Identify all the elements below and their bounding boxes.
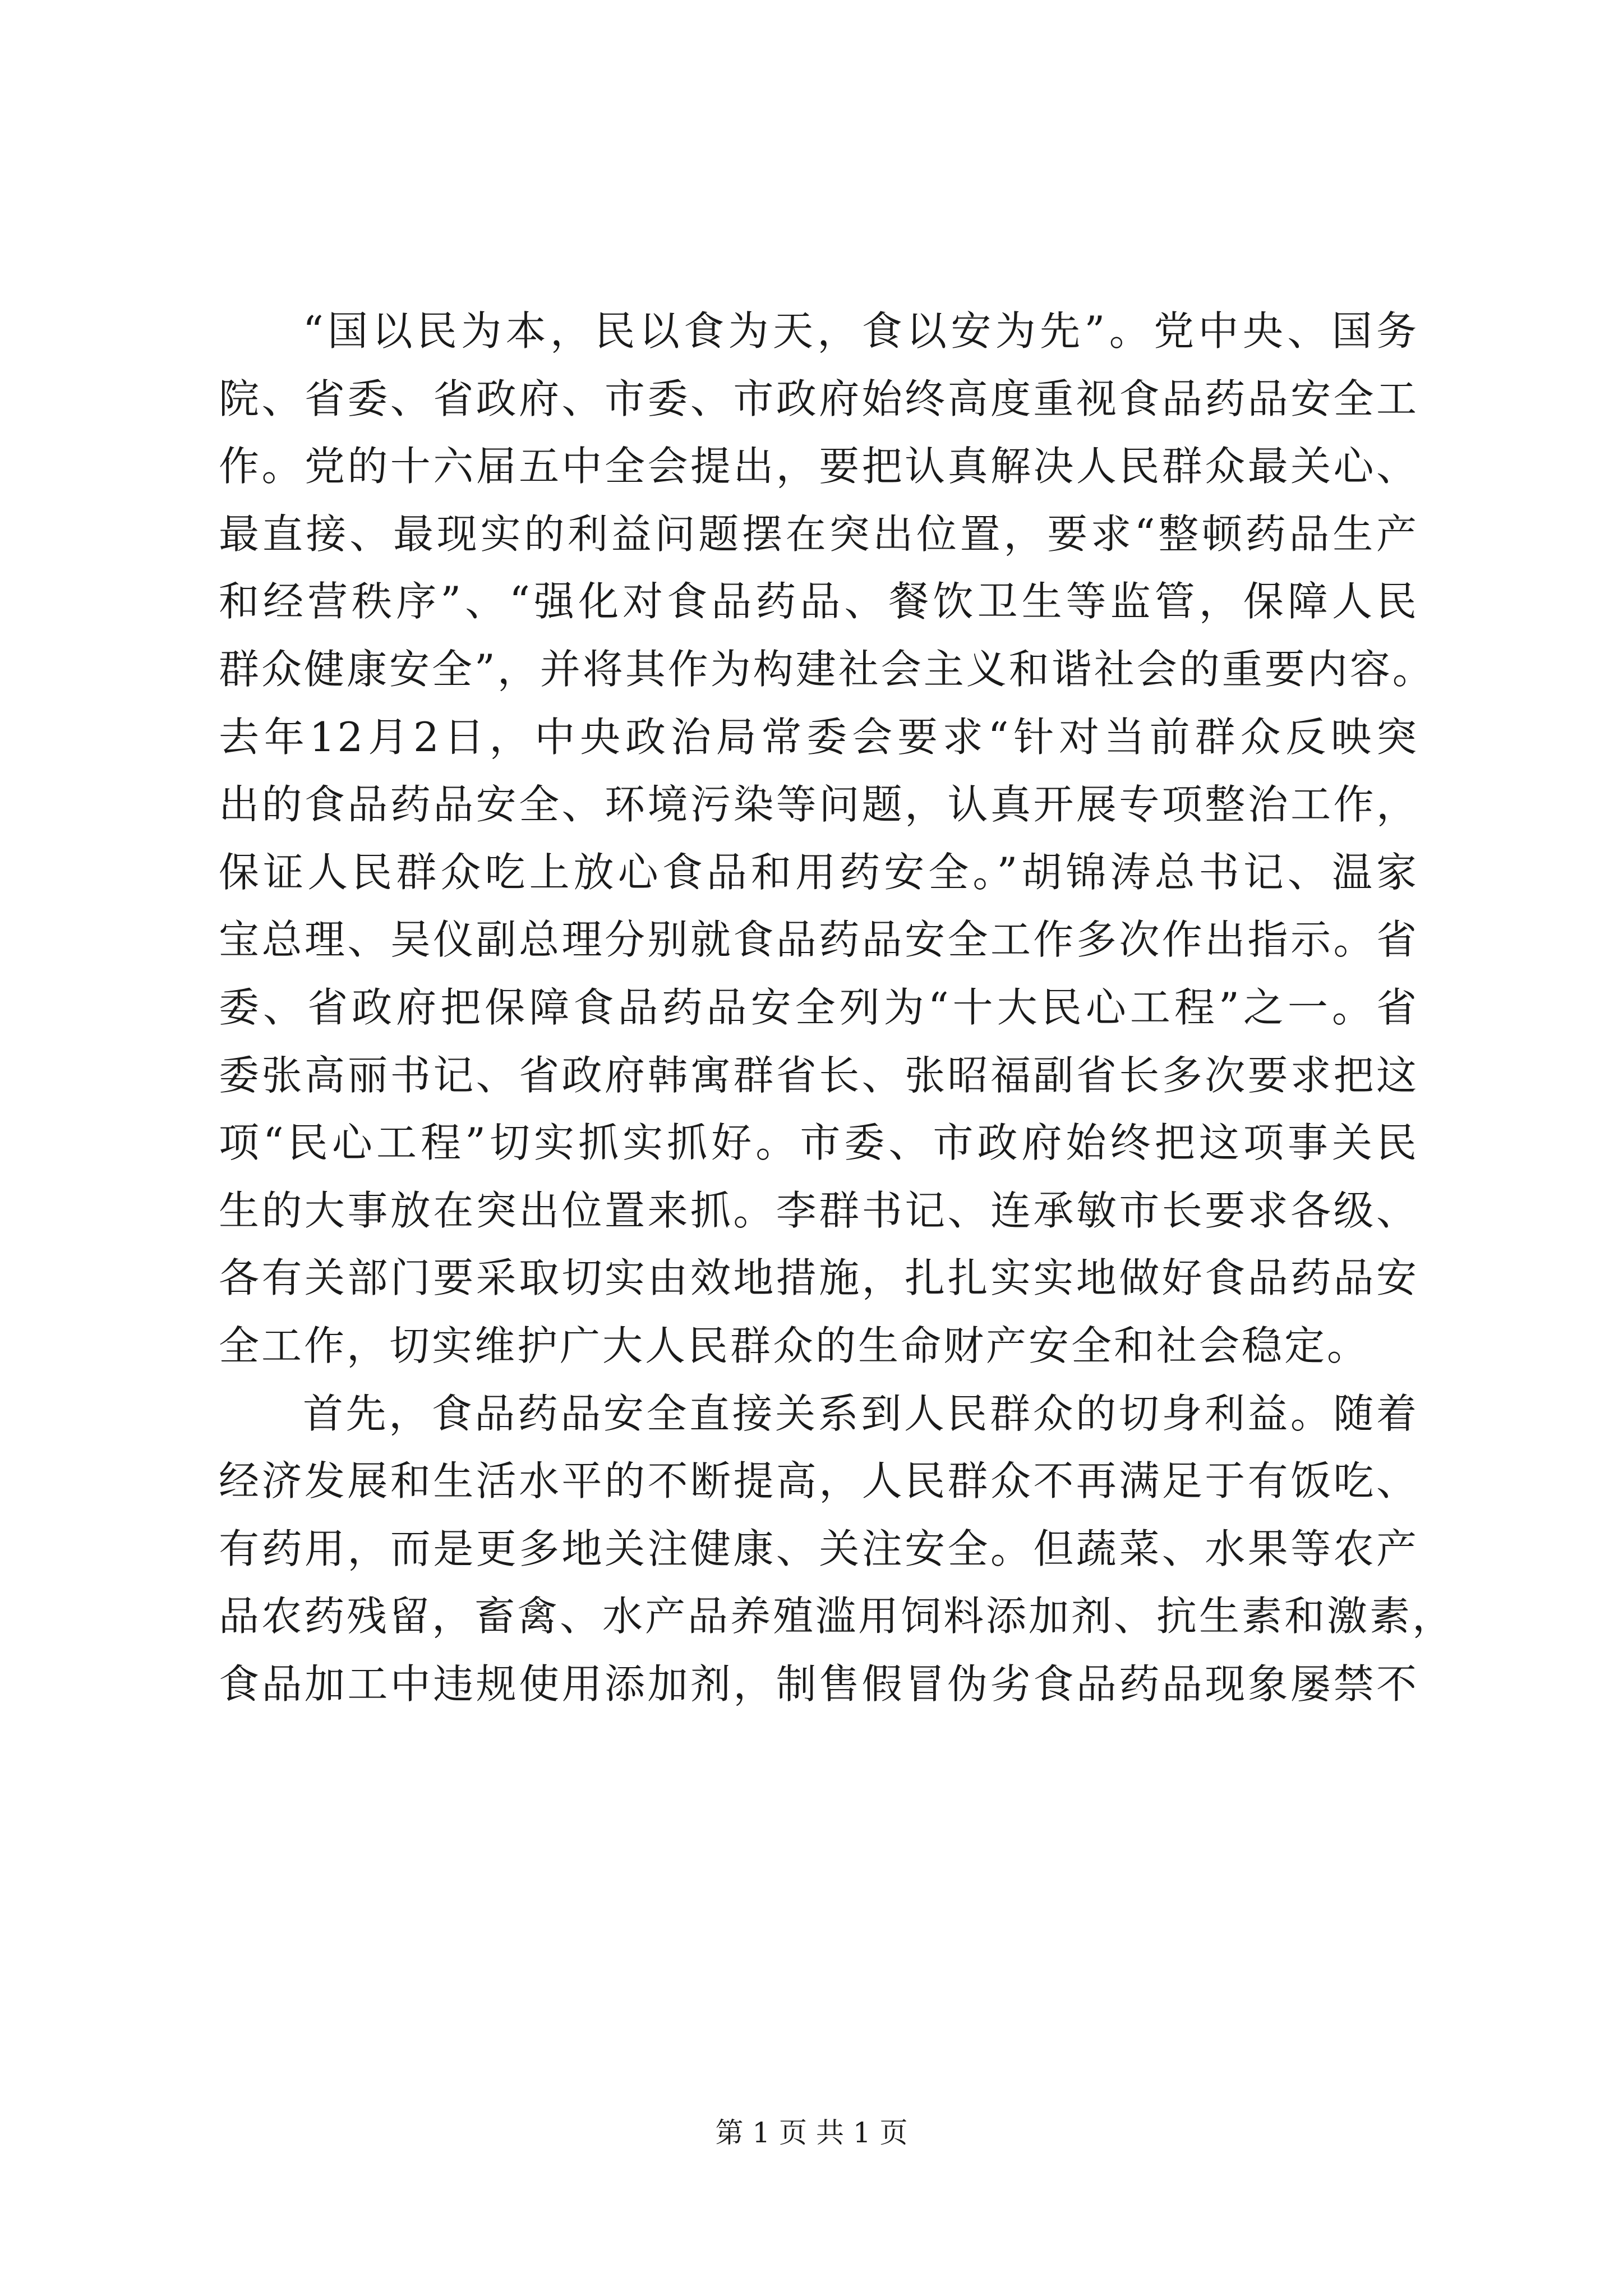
paragraph-1-line-16: 全工作，切实维护广大人民群众的生命财产安全和社会稳定。 (219, 1322, 1370, 1369)
paragraph-1-line-6: 群众健康安全”，并将其作为构建社会主义和谐社会的重要内容。 (219, 645, 1435, 693)
paragraph-2-line-1: 首先，食品药品安全直接关系到人民群众的切身利益。随着 (303, 1389, 1419, 1437)
paragraph-2-line-4: 品农药残留，畜禽、水产品养殖滥用饲料添加剂、抗生素和激素， (219, 1593, 1455, 1640)
paragraph-1-line-5: 和经营秩序”、“强化对食品药品、餐饮卫生等监管，保障人民 (219, 578, 1419, 625)
paragraph-1-line-7: 去年12月2日，中央政治局常委会要求“针对当前群众反映突 (219, 713, 1419, 761)
paragraph-1-line-11: 委、省政府把保障食品药品安全列为“十大民心工程”之一。省 (219, 983, 1419, 1031)
document-body (219, 297, 1455, 1718)
paragraph-2-line-3: 有药用，而是更多地关注健康、关注安全。但蔬菜、水果等农产 (219, 1525, 1419, 1572)
paragraph-1-line-4: 最直接、最现实的利益问题摆在突出位置，要求“整顿药品生产 (219, 510, 1419, 558)
paragraph-1-line-13: 项“民心工程”切实抓实抓好。市委、市政府始终把这项事关民 (219, 1119, 1419, 1167)
paragraph-2-line-5: 食品加工中违规使用添加剂，制售假冒伪劣食品药品现象屡禁不 (219, 1660, 1419, 1708)
page-number: 第 1 页 共 1 页 (715, 2116, 908, 2149)
paragraph-2-line-2: 经济发展和生活水平的不断提高，人民群众不再满足于有饭吃、 (219, 1457, 1419, 1505)
paragraph-1-line-14: 生的大事放在突出位置来抓。李群书记、连承敏市长要求各级、 (219, 1186, 1419, 1234)
paragraph-1-line-3: 作。党的十六届五中全会提出，要把认真解决人民群众最关心、 (219, 443, 1419, 490)
paragraph-1-line-10: 宝总理、吴仪副总理分别就食品药品安全工作多次作出指示。省 (219, 916, 1419, 964)
page-footer (0, 2110, 1623, 2151)
paragraph-1-line-8: 出的食品药品安全、环境污染等问题，认真开展专项整治工作， (219, 781, 1419, 829)
paragraph-1-line-15: 各有关部门要采取切实由效地措施，扎扎实实地做好食品药品安 (219, 1254, 1419, 1302)
paragraph-1-line-12: 委张高丽书记、省政府韩寓群省长、张昭福副省长多次要求把这 (219, 1051, 1419, 1099)
paragraph-1-line-2: 院、省委、省政府、市委、市政府始终高度重视食品药品安全工 (219, 375, 1419, 422)
paragraph-1-line-9: 保证人民群众吃上放心食品和用药安全。”胡锦涛总书记、温家 (219, 848, 1419, 896)
paragraph-1-line-1: “国以民为本，民以食为天，食以安为先”。党中央、国务 (303, 307, 1419, 355)
